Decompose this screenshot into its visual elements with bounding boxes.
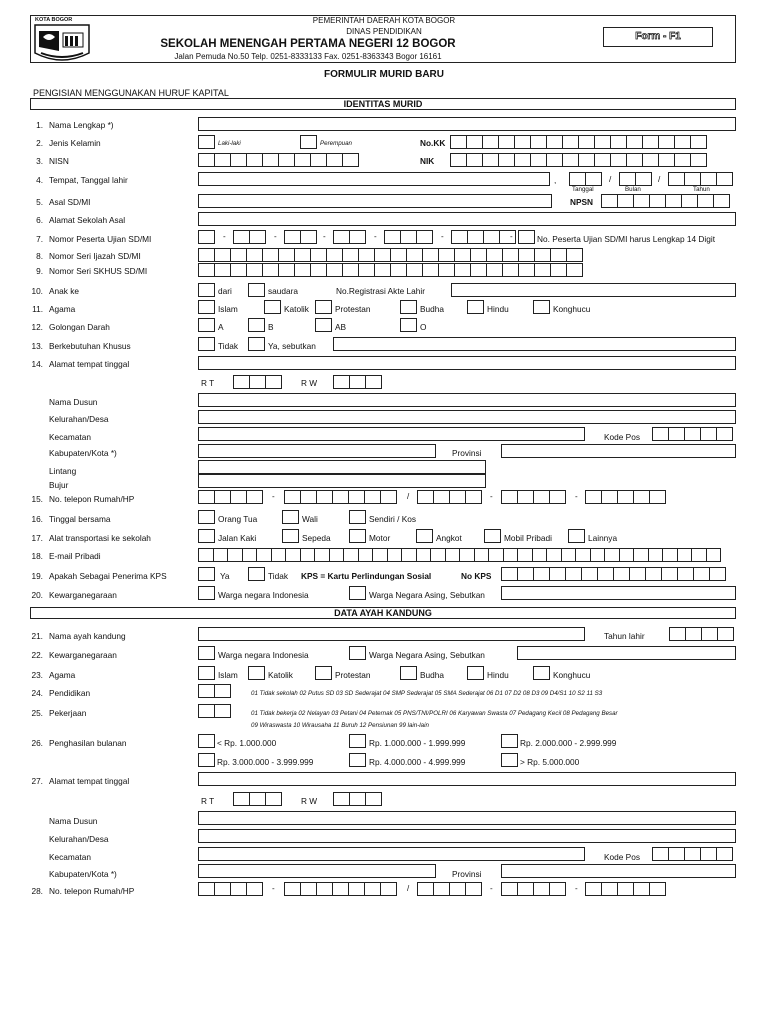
gaji-5-label: Rp. 4.000.000 - 4.999.999 xyxy=(369,757,466,767)
telp-dash-1: - xyxy=(272,492,275,501)
agama-budha-label: Budha xyxy=(420,304,444,314)
tahun-lahir-cells[interactable] xyxy=(669,627,733,641)
ujian-dash-4: - xyxy=(374,232,377,241)
kecamatan-label: Kecamatan xyxy=(49,432,91,442)
f7-no: 7. xyxy=(36,234,43,244)
f12-no: 12. xyxy=(31,322,43,332)
ayah-kecamatan-label: Kecamatan xyxy=(49,852,91,862)
bujur-label: Bujur xyxy=(49,480,69,490)
f21-no: 21. xyxy=(31,631,43,641)
f6-label: Alamat Sekolah Asal xyxy=(49,215,126,225)
gaji-2-checkbox[interactable] xyxy=(349,734,366,748)
asal-sd-input[interactable] xyxy=(198,194,552,208)
f11-label: Agama xyxy=(49,304,76,314)
saudara-box[interactable] xyxy=(248,283,265,297)
kps-tidak-label: Tidak xyxy=(268,571,288,581)
darah-a-label: A xyxy=(218,322,224,332)
f24-no: 24. xyxy=(31,688,43,698)
darah-o-checkbox[interactable] xyxy=(400,318,417,332)
ayah-telp-cells-3[interactable] xyxy=(417,882,481,896)
ayah-kabupaten-input[interactable] xyxy=(198,864,436,878)
header-line1: PEMERINTAH DAERAH KOTA BOGOR xyxy=(312,16,456,25)
f14-label: Alamat tempat tinggal xyxy=(49,359,130,369)
ayah-katolik-label: Katolik xyxy=(268,670,293,680)
form-title: FORMULIR MURID BARU xyxy=(324,69,444,80)
ayah-wni-label: Warga negara Indonesia xyxy=(218,650,309,660)
ayah-dusun-label: Nama Dusun xyxy=(49,816,98,826)
dari-label: dari xyxy=(218,286,232,296)
tinggal-sendiri-checkbox[interactable] xyxy=(349,510,366,524)
email-cells[interactable] xyxy=(198,548,720,562)
f2-no: 2. xyxy=(36,138,43,148)
f5-no: 5. xyxy=(36,197,43,207)
f5-label: Asal SD/MI xyxy=(49,197,91,207)
agama-katolik-checkbox[interactable] xyxy=(264,300,281,314)
tinggal-sendiri-label: Sendiri / Kos xyxy=(369,514,417,524)
darah-a-checkbox[interactable] xyxy=(198,318,215,332)
ayah-konghucu-label: Konghucu xyxy=(553,670,591,680)
kabupaten-label: Kabupaten/Kota *) xyxy=(49,448,117,458)
f25-no: 25. xyxy=(31,708,43,718)
dusun-input[interactable] xyxy=(198,393,736,407)
wni-label: Warga negara Indonesia xyxy=(218,590,309,600)
f4-no: 4. xyxy=(36,175,43,185)
form-code-box: Form - F1 xyxy=(603,27,713,47)
f3-label: NISN xyxy=(49,156,69,166)
telp-cells-4[interactable] xyxy=(501,490,565,504)
skhus-cells[interactable] xyxy=(198,263,582,277)
f2-label: Jenis Kelamin xyxy=(49,138,101,148)
telp-cells-3[interactable] xyxy=(417,490,481,504)
rw-cells[interactable] xyxy=(333,375,381,389)
telp-cells-1[interactable] xyxy=(198,490,262,504)
ayah-wna-checkbox[interactable] xyxy=(349,646,366,660)
wna-sebutkan-input[interactable] xyxy=(501,586,736,600)
nama-ayah-input[interactable] xyxy=(198,627,585,641)
f11-no: 11. xyxy=(32,304,43,314)
transport-sepeda-checkbox[interactable] xyxy=(282,529,299,543)
f17-label: Alat transportasi ke sekolah xyxy=(49,533,151,543)
instruction: PENGISIAN MENGGUNAKAN HURUF KAPITAL xyxy=(33,88,229,98)
ayah-islam-checkbox[interactable] xyxy=(198,666,215,680)
gaji-3-checkbox[interactable] xyxy=(501,734,518,748)
darah-ab-label: AB xyxy=(335,322,347,332)
f19-no: 19. xyxy=(31,571,43,581)
bujur-input[interactable] xyxy=(198,474,486,488)
gaji-6-label: > Rp. 5.000.000 xyxy=(520,757,580,767)
anak-ke-box[interactable] xyxy=(198,283,215,297)
khusus-ya-checkbox[interactable] xyxy=(248,337,265,351)
f8-no: 8. xyxy=(36,251,43,261)
tahun-lahir-label: Tahun lahir xyxy=(604,631,645,641)
section-identitas: IDENTITAS MURID xyxy=(30,98,736,110)
rw-label: R W xyxy=(301,378,318,388)
f4-slash2: / xyxy=(658,174,661,184)
gaji-4-label: Rp. 3.000.000 - 3.999.999 xyxy=(217,757,314,767)
kps-ya-label: Ya xyxy=(220,571,230,581)
wna-checkbox[interactable] xyxy=(349,586,366,600)
nik-label: NIK xyxy=(420,156,435,166)
gaji-4-checkbox[interactable] xyxy=(198,753,215,767)
gaji-2-label: Rp. 1.000.000 - 1.999.999 xyxy=(369,738,466,748)
f10-label: Anak ke xyxy=(49,286,79,296)
ayah-wna-label: Warga Negara Asing, Sebutkan xyxy=(369,650,485,660)
agama-islam-checkbox[interactable] xyxy=(198,300,215,314)
transport-motor-checkbox[interactable] xyxy=(349,529,366,543)
agama-protestan-label: Protestan xyxy=(335,304,371,314)
nisn-cells[interactable] xyxy=(198,153,358,167)
f26-no: 26. xyxy=(31,738,43,748)
tahun-caption: Tahun xyxy=(693,186,710,193)
pekerjaan-note-2: 09 Wiraswasta 10 Wirausaha 11 Buruh 12 Pensiunan 99 lain-lain xyxy=(251,722,429,729)
transport-angkot-checkbox[interactable] xyxy=(416,529,433,543)
pekerjaan-note-1: 01 Tidak bekerja 02 Nelayan 03 Petani 04 Peternak 05 PNS/TNI/POLRI 06 Karyawan Swasta 07 Pedagang Kecil 08 Pedagang Besar xyxy=(251,710,618,717)
f1-label: Nama Lengkap *) xyxy=(49,120,114,130)
f22-label: Kewarganegaraan xyxy=(49,650,117,660)
ayah-kodepos-label: Kode Pos xyxy=(604,852,640,862)
f19-label: Apakah Sebagai Penerima KPS xyxy=(49,571,167,581)
agama-protestan-checkbox[interactable] xyxy=(315,300,332,314)
f8-label: Nomor Seri Ijazah SD/MI xyxy=(49,251,141,261)
f12-label: Golongan Darah xyxy=(49,322,110,332)
f20-label: Kewarganegaraan xyxy=(49,590,117,600)
ayah-telp-slash: / xyxy=(407,884,410,893)
f25-label: Pekerjaan xyxy=(49,708,87,718)
rt-cells[interactable] xyxy=(233,375,281,389)
f18-no: 18. xyxy=(31,551,43,561)
darah-b-label: B xyxy=(268,322,274,332)
kodepos-cells[interactable] xyxy=(652,427,732,441)
perempuan-checkbox[interactable] xyxy=(300,135,317,149)
gaji-5-checkbox[interactable] xyxy=(349,753,366,767)
darah-b-checkbox[interactable] xyxy=(248,318,265,332)
kodepos-label: Kode Pos xyxy=(604,432,640,442)
ujian-note: No. Peserta Ujian SD/MI harus Lengkap 14 Digit xyxy=(537,234,716,244)
telp-slash: / xyxy=(407,492,410,501)
agama-hindu-checkbox[interactable] xyxy=(467,300,484,314)
transport-lainnya-label: Lainnya xyxy=(588,533,618,543)
ujian-cells-1[interactable] xyxy=(198,230,214,244)
dusun-label: Nama Dusun xyxy=(49,397,98,407)
ayah-telp-cells-5[interactable] xyxy=(585,882,665,896)
ujian-cells-2[interactable] xyxy=(233,230,265,244)
ujian-dash-6: - xyxy=(510,232,513,241)
pekerjaan-cells[interactable] xyxy=(198,704,230,718)
f16-label: Tinggal bersama xyxy=(49,514,111,524)
tanggal-caption: Tanggal xyxy=(572,186,594,193)
nama-lengkap-input[interactable] xyxy=(198,117,736,131)
agama-konghucu-label: Konghucu xyxy=(553,304,591,314)
ayah-hindu-label: Hindu xyxy=(487,670,509,680)
khusus-ya-label: Ya, sebutkan xyxy=(268,341,316,351)
ayah-rw-label: R W xyxy=(301,796,318,806)
akte-input[interactable] xyxy=(451,283,736,297)
ayah-provinsi-label: Provinsi xyxy=(452,869,482,879)
f24-label: Pendidikan xyxy=(49,688,91,698)
agama-islam-label: Islam xyxy=(218,304,238,314)
f14-no: 14. xyxy=(31,359,43,369)
gaji-1-checkbox[interactable] xyxy=(198,734,215,748)
laki-laki-checkbox[interactable] xyxy=(198,135,215,149)
f21-label: Nama ayah kandung xyxy=(49,631,126,641)
transport-mobil-label: Mobil Pribadi xyxy=(504,533,552,543)
f7-label: Nomor Peserta Ujian SD/MI xyxy=(49,234,152,244)
ujian-dash-3: - xyxy=(323,232,326,241)
f18-label: E-mail Pribadi xyxy=(49,551,101,561)
f22-no: 22. xyxy=(31,650,43,660)
ujian-cells-5[interactable] xyxy=(384,230,432,244)
darah-ab-checkbox[interactable] xyxy=(315,318,332,332)
nokk-cells[interactable] xyxy=(450,135,706,149)
f15-label: No. telepon Rumah/HP xyxy=(49,494,135,504)
f4-label: Tempat, Tanggal lahir xyxy=(49,175,128,185)
ayah-rt-label: R T xyxy=(201,796,215,806)
ayah-telp-dash-3: - xyxy=(575,884,578,893)
ayah-rw-cells[interactable] xyxy=(333,792,381,806)
transport-jalan-checkbox[interactable] xyxy=(198,529,215,543)
ujian-cells-6[interactable] xyxy=(451,230,515,244)
section-ayah: DATA AYAH KANDUNG xyxy=(30,607,736,619)
f9-no: 9. xyxy=(36,266,43,276)
ayah-telp-dash-1: - xyxy=(272,884,275,893)
ayah-kodepos-cells[interactable] xyxy=(652,847,732,861)
gaji-6-checkbox[interactable] xyxy=(501,753,518,767)
alamat-input[interactable] xyxy=(198,356,736,370)
ayah-alamat-input[interactable] xyxy=(198,772,736,786)
ayah-budha-checkbox[interactable] xyxy=(400,666,417,680)
npsn-label: NPSN xyxy=(570,197,594,207)
f13-no: 13. xyxy=(31,341,43,351)
school-address: Jalan Pemuda No.50 Telp. 0251-8333133 Fax. 0251-8363343 Bogor 16161 xyxy=(174,52,442,61)
telp-cells-2[interactable] xyxy=(284,490,396,504)
nokps-label: No KPS xyxy=(461,571,492,581)
ijazah-cells[interactable] xyxy=(198,248,582,262)
ayah-telp-cells-1[interactable] xyxy=(198,882,262,896)
telp-cells-5[interactable] xyxy=(585,490,665,504)
transport-jalan-label: Jalan Kaki xyxy=(218,533,257,543)
transport-motor-label: Motor xyxy=(369,533,391,543)
ujian-dash-5: - xyxy=(441,232,444,241)
f15-no: 15. xyxy=(31,494,43,504)
provinsi-label: Provinsi xyxy=(452,448,482,458)
f4-slash1: / xyxy=(609,174,612,184)
saudara-label: saudara xyxy=(268,286,298,296)
khusus-tidak-label: Tidak xyxy=(218,341,238,351)
ayah-protestan-label: Protestan xyxy=(335,670,371,680)
ayah-kelurahan-label: Kelurahan/Desa xyxy=(49,834,109,844)
nokps-cells[interactable] xyxy=(501,567,725,581)
perempuan-label: Perempuan xyxy=(320,140,352,147)
telp-dash-3: - xyxy=(575,492,578,501)
gaji-3-label: Rp. 2.000.000 - 2.999.999 xyxy=(520,738,617,748)
f27-no: 27. xyxy=(31,776,43,786)
akte-label: No.Registrasi Akte Lahir xyxy=(336,286,426,296)
f28-no: 28. xyxy=(31,886,43,896)
tinggal-ortu-checkbox[interactable] xyxy=(198,510,215,524)
ayah-hindu-checkbox[interactable] xyxy=(467,666,484,680)
tinggal-wali-label: Wali xyxy=(302,514,318,524)
provinsi-input[interactable] xyxy=(501,444,736,458)
header-line2: DINAS PENDIDIKAN xyxy=(346,27,422,36)
ujian-dash-2: - xyxy=(274,232,277,241)
bulan-cells[interactable] xyxy=(619,172,651,186)
f20-no: 20. xyxy=(31,590,43,600)
f28-label: No. telepon Rumah/HP xyxy=(49,886,135,896)
ujian-dash-1: - xyxy=(223,232,226,241)
pendidikan-note: 01 Tidak sekolah 02 Putus SD 03 SD Sederajat 04 SMP Sederajat 05 SMA Sederajat 06 D1 07 D2 08 D3 09 D4/S1 10 S2 11 S3 xyxy=(251,690,603,697)
f13-label: Berkebutuhan Khusus xyxy=(49,341,131,351)
agama-hindu-label: Hindu xyxy=(487,304,509,314)
gaji-1-label: < Rp. 1.000.000 xyxy=(217,738,277,748)
school-name: SEKOLAH MENENGAH PERTAMA NEGERI 12 BOGOR xyxy=(160,38,456,50)
agama-katolik-label: Katolik xyxy=(284,304,309,314)
lintang-input[interactable] xyxy=(198,460,486,474)
telp-dash-2: - xyxy=(490,492,493,501)
f9-label: Nomor Seri SKHUS SD/MI xyxy=(49,266,148,276)
ayah-kecamatan-input[interactable] xyxy=(198,847,585,861)
f27-label: Alamat tempat tinggal xyxy=(49,776,130,786)
ayah-telp-cells-2[interactable] xyxy=(284,882,396,896)
transport-sepeda-label: Sepeda xyxy=(302,533,331,543)
f23-label: Agama xyxy=(49,670,76,680)
ujian-cells-7[interactable] xyxy=(518,230,534,244)
f16-no: 16. xyxy=(31,514,43,524)
agama-konghucu-checkbox[interactable] xyxy=(533,300,550,314)
khusus-tidak-checkbox[interactable] xyxy=(198,337,215,351)
f6-no: 6. xyxy=(36,215,43,225)
ayah-islam-label: Islam xyxy=(218,670,238,680)
npsn-cells[interactable] xyxy=(601,194,729,208)
ayah-wna-sebutkan-input[interactable] xyxy=(517,646,736,660)
darah-o-label: O xyxy=(420,322,427,332)
ayah-telp-dash-2: - xyxy=(490,884,493,893)
kps-tidak-checkbox[interactable] xyxy=(248,567,265,581)
f17-no: 17. xyxy=(31,533,43,543)
wna-label: Warga Negara Asing, Sebutkan xyxy=(369,590,485,600)
tahun-cells[interactable] xyxy=(668,172,732,186)
f23-no: 23. xyxy=(31,670,43,680)
ayah-kelurahan-input[interactable] xyxy=(198,829,736,843)
lintang-label: Lintang xyxy=(49,466,77,476)
ujian-cells-4[interactable] xyxy=(333,230,365,244)
khusus-sebutkan-input[interactable] xyxy=(333,337,736,351)
ayah-provinsi-input[interactable] xyxy=(501,864,736,878)
kelurahan-input[interactable] xyxy=(198,410,736,424)
kabupaten-input[interactable] xyxy=(198,444,436,458)
tinggal-ortu-label: Orang Tua xyxy=(218,514,258,524)
ayah-kabupaten-label: Kabupaten/Kota *) xyxy=(49,869,117,879)
pendidikan-cells[interactable] xyxy=(198,684,230,698)
wni-checkbox[interactable] xyxy=(198,586,215,600)
agama-budha-checkbox[interactable] xyxy=(400,300,417,314)
ayah-telp-cells-4[interactable] xyxy=(501,882,565,896)
f1-no: 1. xyxy=(36,120,43,130)
f10-no: 10. xyxy=(31,286,43,296)
kecamatan-input[interactable] xyxy=(198,427,585,441)
kps-note: KPS = Kartu Perlindungan Sosial xyxy=(301,571,432,581)
ayah-katolik-checkbox[interactable] xyxy=(248,666,265,680)
ayah-wni-checkbox[interactable] xyxy=(198,646,215,660)
transport-lainnya-checkbox[interactable] xyxy=(568,529,585,543)
tempat-lahir-input[interactable] xyxy=(198,172,550,186)
ayah-dusun-input[interactable] xyxy=(198,811,736,825)
tinggal-wali-checkbox[interactable] xyxy=(282,510,299,524)
f26-label: Penghasilan bulanan xyxy=(49,738,127,748)
tanggal-cells[interactable] xyxy=(569,172,601,186)
kps-ya-checkbox[interactable] xyxy=(198,567,215,581)
f4-comma: , xyxy=(554,175,557,185)
rt-label: R T xyxy=(201,378,215,388)
bulan-caption: Bulan xyxy=(625,186,641,193)
ayah-rt-cells[interactable] xyxy=(233,792,281,806)
ayah-protestan-checkbox[interactable] xyxy=(315,666,332,680)
transport-mobil-checkbox[interactable] xyxy=(484,529,501,543)
ayah-konghucu-checkbox[interactable] xyxy=(533,666,550,680)
ayah-budha-label: Budha xyxy=(420,670,444,680)
laki-laki-label: Laki-laki xyxy=(218,140,241,147)
logo-text: KOTA BOGOR xyxy=(35,17,73,23)
ujian-cells-3[interactable] xyxy=(284,230,316,244)
f3-no: 3. xyxy=(36,156,43,166)
nik-cells[interactable] xyxy=(450,153,706,167)
nokk-label: No.KK xyxy=(420,138,446,148)
alamat-sekolah-input[interactable] xyxy=(198,212,736,226)
transport-angkot-label: Angkot xyxy=(436,533,462,543)
kelurahan-label: Kelurahan/Desa xyxy=(49,414,109,424)
